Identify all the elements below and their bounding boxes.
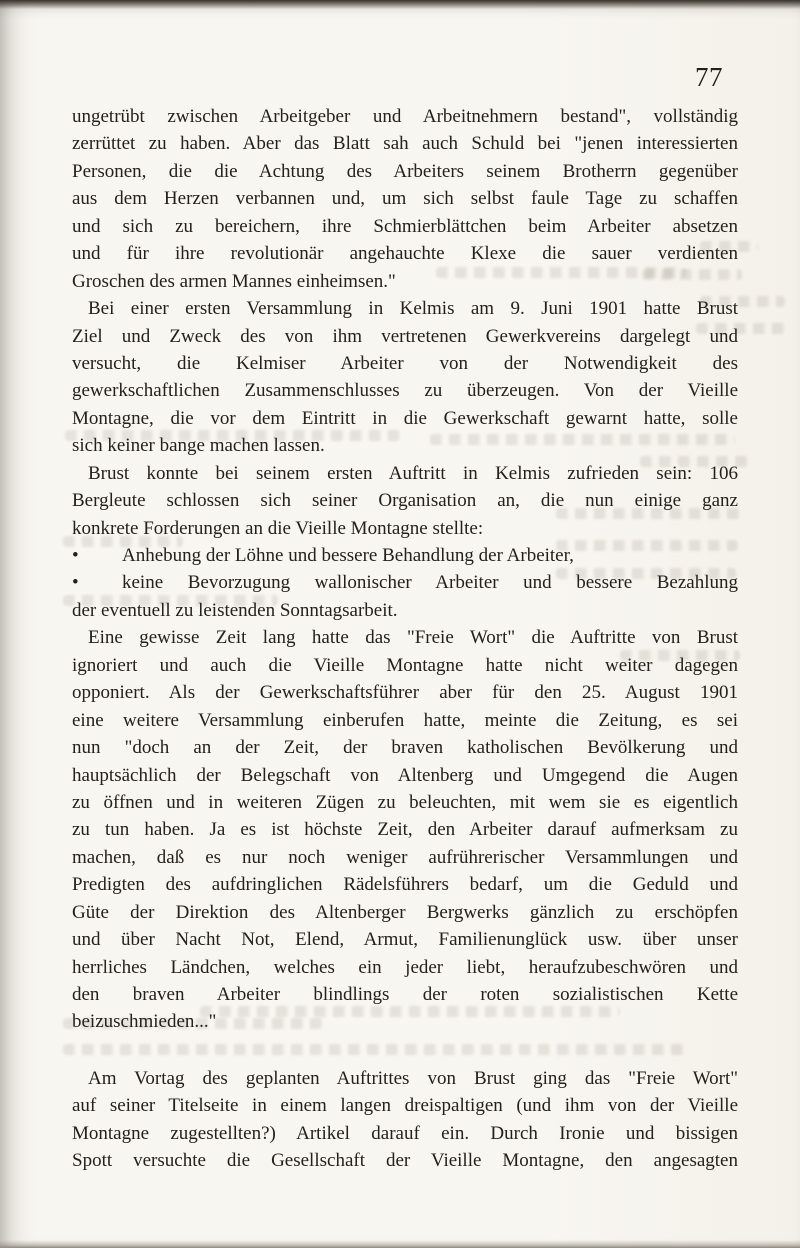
text-line: Ziel und Zweck des von ihm vertretenen Gewerkvereins dargelegt und xyxy=(72,325,738,347)
text-line: nun "doch an der Zeit, der braven katholischen Bevölkerung und xyxy=(72,737,738,759)
text-line: machen, daß es nur noch weniger aufrührerischer Versammlungen und xyxy=(72,846,738,868)
text-line: Spott versuchte die Gesellschaft der Vieille Montagne, den angesagten xyxy=(72,1150,738,1172)
text-line: aus dem Herzen verbannen und, um sich selbst faule Tage zu schaffen xyxy=(72,188,738,210)
text-line: hauptsächlich der Belegschaft von Altenberg und Umgegend die Augen xyxy=(72,764,738,786)
text-line: Güte der Direktion des Altenberger Bergwerks gänzlich zu erschöpfen xyxy=(72,901,738,923)
text-line: beizuschmieden..." xyxy=(72,1011,217,1033)
bullet-marker: • xyxy=(72,572,79,594)
text-line: zerrüttet zu haben. Aber das Blatt sah auch Schuld bei "jenen interessierten xyxy=(72,133,738,155)
text-line: Eine gewisse Zeit lang hatte das "Freie Wort" die Auftritte von Brust xyxy=(88,627,738,649)
text-line: ungetrübt zwischen Arbeitgeber und Arbeitnehmern bestand", vollständig xyxy=(72,106,738,127)
bullet-list-line xyxy=(72,569,738,596)
text-line: Am Vortag des geplanten Auftrittes von Brust ging das "Freie Wort" xyxy=(88,1067,738,1089)
bullet-list-line xyxy=(72,542,738,569)
text-line: zu tun haben. Ja es ist höchste Zeit, den Arbeiter darauf aufmerksam zu xyxy=(72,819,738,841)
text-line: konkrete Forderungen an die Vieille Montagne stellte: xyxy=(72,517,484,539)
bullet-marker: • xyxy=(72,545,79,566)
scan-edge-bottom xyxy=(0,1240,800,1248)
text-line: auf seiner Titelseite in einem langen dreispaltigen (und ihm von der Vieille xyxy=(72,1095,738,1117)
text-line: zu öffnen und in weiteren Zügen zu beleuchten, mit wem sie es eigentlich xyxy=(72,791,738,813)
text-line: Personen, die die Achtung des Arbeiters seinem Brotherrn gegenüber xyxy=(72,160,738,182)
text-line: herrliches Ländchen, welches ein jeder liebt, heraufzubeschwören und xyxy=(72,956,738,978)
bullet-text: Anhebung der Löhne und bessere Behandlung der Arbeiter, xyxy=(122,545,574,566)
text-line: Montagne, die vor dem Eintritt in die Gewerkschaft gewarnt hatte, solle xyxy=(72,407,738,429)
bullet-text: keine Bevorzugung wallonischer Arbeiter und bessere Bezahlung xyxy=(122,572,738,594)
text-line: Groschen des armen Mannes einheimsen." xyxy=(72,270,396,292)
text-line: versucht, die Kelmiser Arbeiter von der Notwendigkeit des xyxy=(72,352,738,374)
text-line: der eventuell zu leistenden Sonntagsarbeit. xyxy=(72,599,398,621)
text-line: eine weitere Versammlung einberufen hatte, meinte die Zeitung, es sei xyxy=(72,709,738,731)
text-line: und für ihre revolutionär angehauchte Klexe die sauer verdienten xyxy=(72,243,738,265)
text-line: Brust konnte bei seinem ersten Auftritt in Kelmis zufrieden sein: 106 xyxy=(88,462,738,484)
page-number: 77 xyxy=(695,62,723,92)
text-line: den braven Arbeiter blindlings der roten sozialistischen Kette xyxy=(72,984,738,1005)
text-line: Predigten des aufdringlichen Rädelsführers bedarf, um die Geduld und xyxy=(72,874,738,896)
text-line: Bergleute schlossen sich seiner Organisation an, die nun einige ganz xyxy=(72,490,738,512)
text-line: Bei einer ersten Versammlung in Kelmis am 9. Juni 1901 hatte Brust xyxy=(88,298,738,320)
body-text xyxy=(72,103,738,1175)
text-line: sich keiner bange machen lassen. xyxy=(72,435,325,457)
text-line: ignoriert und auch die Vieille Montagne hatte nicht weiter dagegen xyxy=(72,654,738,676)
text-line: und über Nacht Not, Elend, Armut, Familienunglück usw. über unser xyxy=(72,929,738,951)
text-line: gewerkschaftlichen Zusammenschlusses zu überzeugen. Von der Vieille xyxy=(72,380,738,402)
scan-edge-top xyxy=(0,0,800,9)
text-line: Montagne zugestellten?) Artikel darauf ein. Durch Ironie und bissigen xyxy=(72,1122,738,1144)
text-line: und sich zu bereichern, ihre Schmierblättchen beim Arbeiter absetzen xyxy=(72,215,738,237)
text-line: opponiert. Als der Gewerkschaftsführer aber für den 25. August 1901 xyxy=(72,682,738,704)
